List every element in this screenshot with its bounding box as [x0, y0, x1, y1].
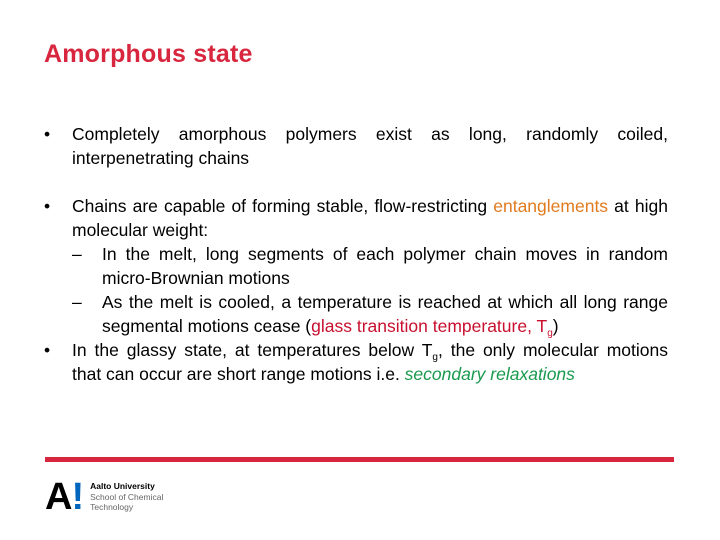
subbullet-2	[44, 290, 668, 338]
glass-transition-highlight	[311, 316, 553, 339]
tg-subscript: g	[432, 352, 438, 363]
secondary-relaxations-highlight: secondary relaxations	[404, 364, 575, 384]
bullet-3-text: In the glassy state, at temperatures below T	[72, 340, 433, 360]
bullet-3-text-mid: , the only molecular motions that can occur are short range motions i.e.	[72, 340, 668, 384]
bullet-2-text-after: at high molecular weight:	[72, 196, 668, 240]
logo-school: School of Chemical	[90, 491, 164, 502]
bullet-1	[44, 122, 668, 170]
glass-transition-text: glass transition temperature, T	[311, 316, 548, 336]
bullet-2	[44, 194, 668, 242]
bullet-1-text: Completely amorphous polymers exist as long, randomly coiled, interpenetrating chains	[72, 124, 668, 168]
footer-divider	[45, 457, 674, 462]
bullet-marker: •	[44, 124, 51, 144]
subbullet-2-text-after: )	[552, 316, 559, 336]
tg-subscript: g	[547, 328, 553, 339]
aalto-logo	[45, 476, 164, 518]
subbullet-1	[44, 242, 668, 290]
dash-marker: –	[72, 292, 82, 312]
bullet-3	[44, 338, 668, 386]
subbullet-2-text: As the melt is cooled, a temperature is reached at which all long range segmental motions cease (	[102, 292, 668, 336]
logo-letter: A	[45, 476, 73, 518]
slide-content	[44, 122, 668, 386]
aalto-logo-mark-icon	[45, 476, 85, 518]
logo-university: Aalto University	[90, 481, 155, 492]
dash-marker: –	[72, 244, 82, 264]
bullet-marker: •	[44, 340, 51, 360]
subbullet-1-text: In the melt, long segments of each polymer chain moves in random micro-Brownian motions	[102, 244, 668, 288]
bullet-2-text: Chains are capable of forming stable, flow-restricting	[72, 196, 494, 216]
slide-title: Amorphous state	[44, 40, 253, 68]
logo-school-2: Technology	[90, 502, 134, 513]
entanglements-highlight: entanglements	[493, 196, 609, 216]
logo-exclamation: !	[71, 476, 85, 518]
logo-text	[90, 481, 163, 513]
bullet-marker: •	[44, 196, 51, 216]
